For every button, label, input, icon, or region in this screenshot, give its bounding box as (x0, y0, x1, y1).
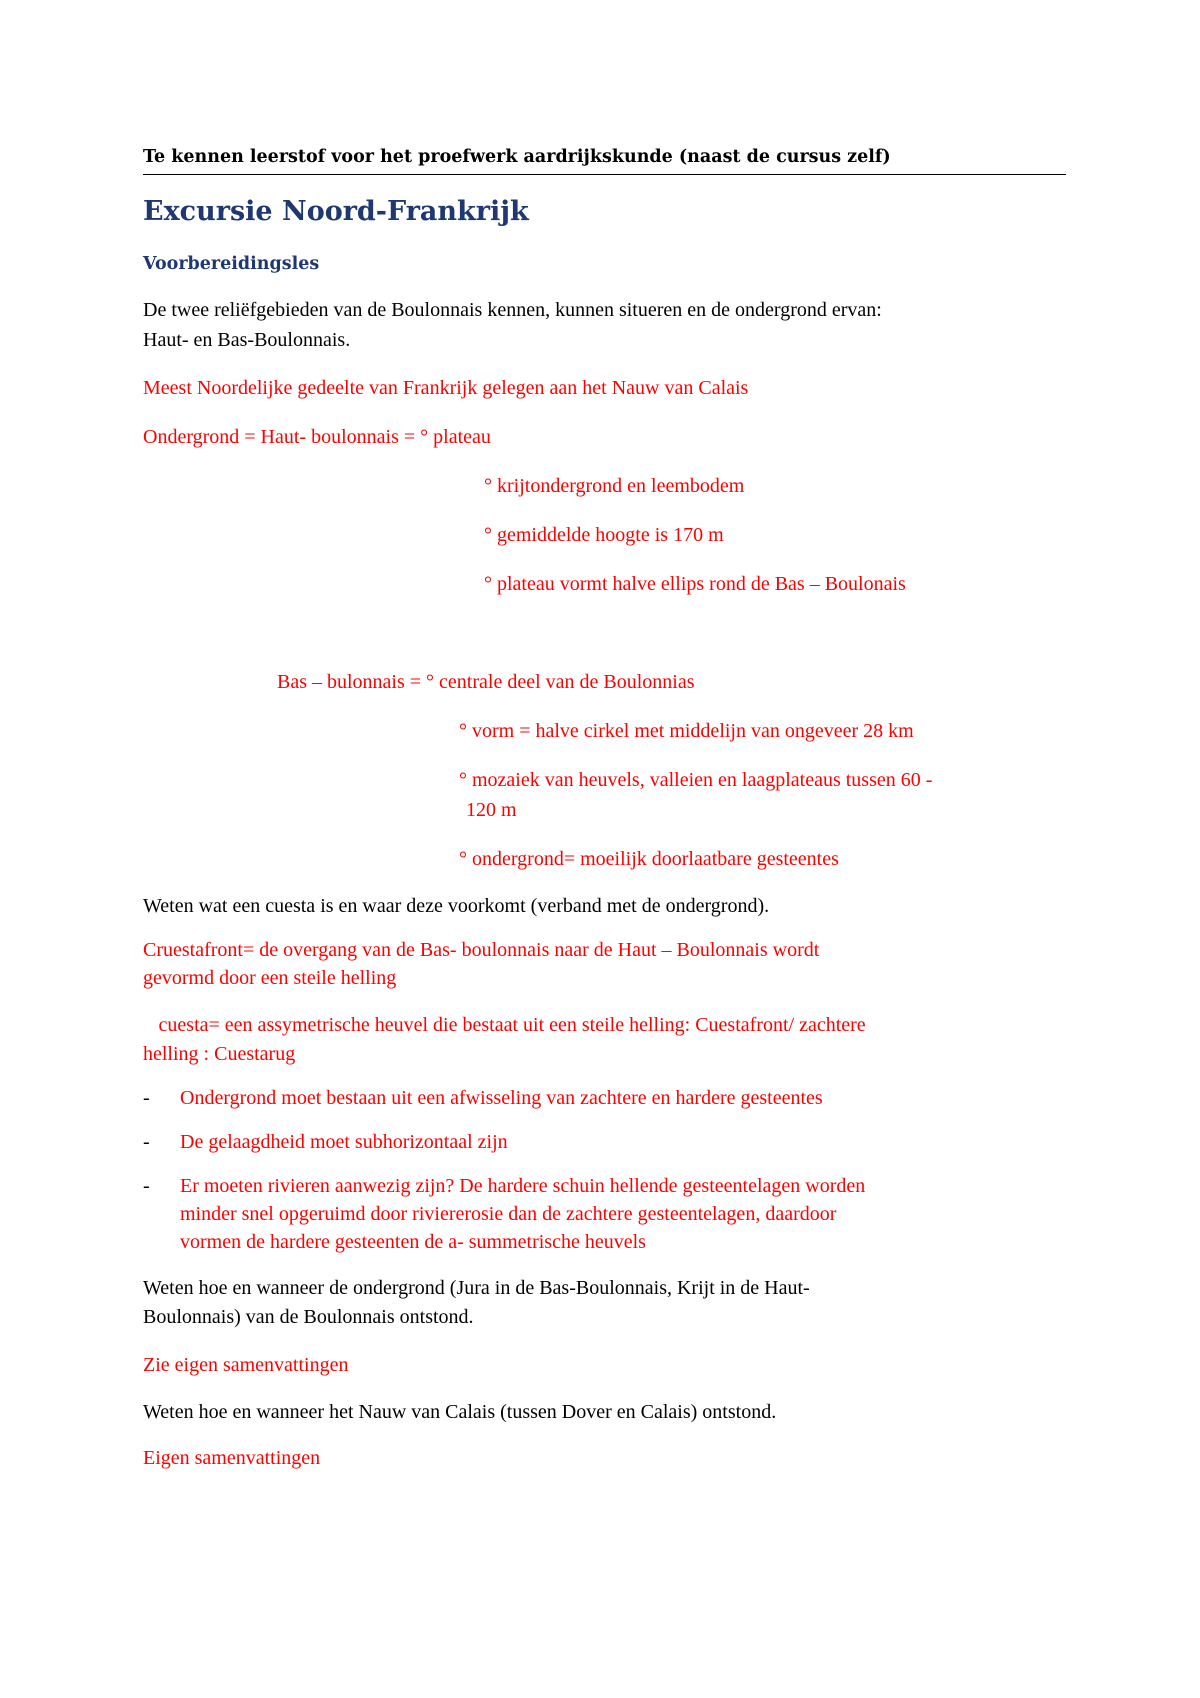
haut-line-4: ° plateau vormt halve ellips rond de Bas – Boulonais (484, 573, 906, 595)
answer-samenvattingen-1: Zie eigen samenvattingen (143, 1354, 349, 1376)
haut-line-3: ° gemiddelde hoogte is 170 m (484, 524, 724, 546)
cuesta-definition-line-1: cuesta= een assymetrische heuvel die bestaat uit een steile helling: Cuestafront/ zachtere (143, 1014, 851, 1036)
page-title: Excursie Noord-Frankrijk (143, 196, 529, 227)
haut-line-1: Ondergrond = Haut- boulonnais = ° plateau (143, 426, 491, 448)
bullet-item-2: De gelaagdheid moet subhorizontaal zijn (180, 1131, 508, 1153)
bas-line-3b: 120 m (466, 799, 517, 821)
ondergrond-question-line-1: Weten hoe en wanneer de ondergrond (Jura in de Bas-Boulonnais, Krijt in de Haut- (143, 1277, 810, 1299)
answer-location: Meest Noordelijke gedeelte van Frankrijk gelegen aan het Nauw van Calais (143, 377, 749, 399)
cuestafront-line-2: gevormd door een steile helling (143, 967, 397, 989)
cuestafront-line-1: Cruestafront= de overgang van de Bas- boulonnais naar de Haut – Boulonnais wordt (143, 939, 820, 961)
section-subtitle: Voorbereidingsles (143, 254, 320, 274)
bas-line-1: Bas – bulonnais = ° centrale deel van de Boulonnias (277, 671, 695, 693)
bullet-dash: - (143, 1087, 150, 1109)
bullet-dash: - (143, 1175, 150, 1197)
header-rule (143, 174, 1066, 175)
bas-line-3a: ° mozaiek van heuvels, valleien en laagplateaus tussen 60 - (459, 769, 933, 791)
intro-line-2: Haut- en Bas-Boulonnais. (143, 329, 351, 351)
bullet-item-3-line-3: vormen de hardere gesteenten de a- summetrische heuvels (180, 1231, 646, 1253)
bullet-item-3-line-2: minder snel opgeruimd door riviererosie dan de zachtere gesteentelagen, daardoor (180, 1203, 837, 1225)
bullet-item-3-line-1: Er moeten rivieren aanwezig zijn? De hardere schuin hellende gesteentelagen worden (180, 1175, 866, 1197)
ondergrond-question-line-2: Boulonnais) van de Boulonnais ontstond. (143, 1306, 474, 1328)
bas-line-2: ° vorm = halve cirkel met middelijn van ongeveer 28 km (459, 720, 914, 742)
intro-line-1: De twee reliëfgebieden van de Boulonnais kennen, kunnen situeren en de ondergrond ervan: (143, 299, 882, 321)
bullet-item-1: Ondergrond moet bestaan uit een afwisseling van zachtere en hardere gesteentes (180, 1087, 823, 1109)
bas-line-4: ° ondergrond= moeilijk doorlaatbare gesteentes (459, 848, 839, 870)
cuesta-definition-line-2: helling : Cuestarug (143, 1043, 296, 1065)
document-header: Te kennen leerstof voor het proefwerk aardrijkskunde (naast de cursus zelf) (143, 147, 891, 167)
bullet-dash: - (143, 1131, 150, 1153)
answer-samenvattingen-2: Eigen samenvattingen (143, 1447, 321, 1469)
nauw-question: Weten hoe en wanneer het Nauw van Calais (tussen Dover en Calais) ontstond. (143, 1401, 777, 1423)
haut-line-2: ° krijtondergrond en leembodem (484, 475, 745, 497)
cuesta-question: Weten wat een cuesta is en waar deze voorkomt (verband met de ondergrond). (143, 895, 770, 917)
